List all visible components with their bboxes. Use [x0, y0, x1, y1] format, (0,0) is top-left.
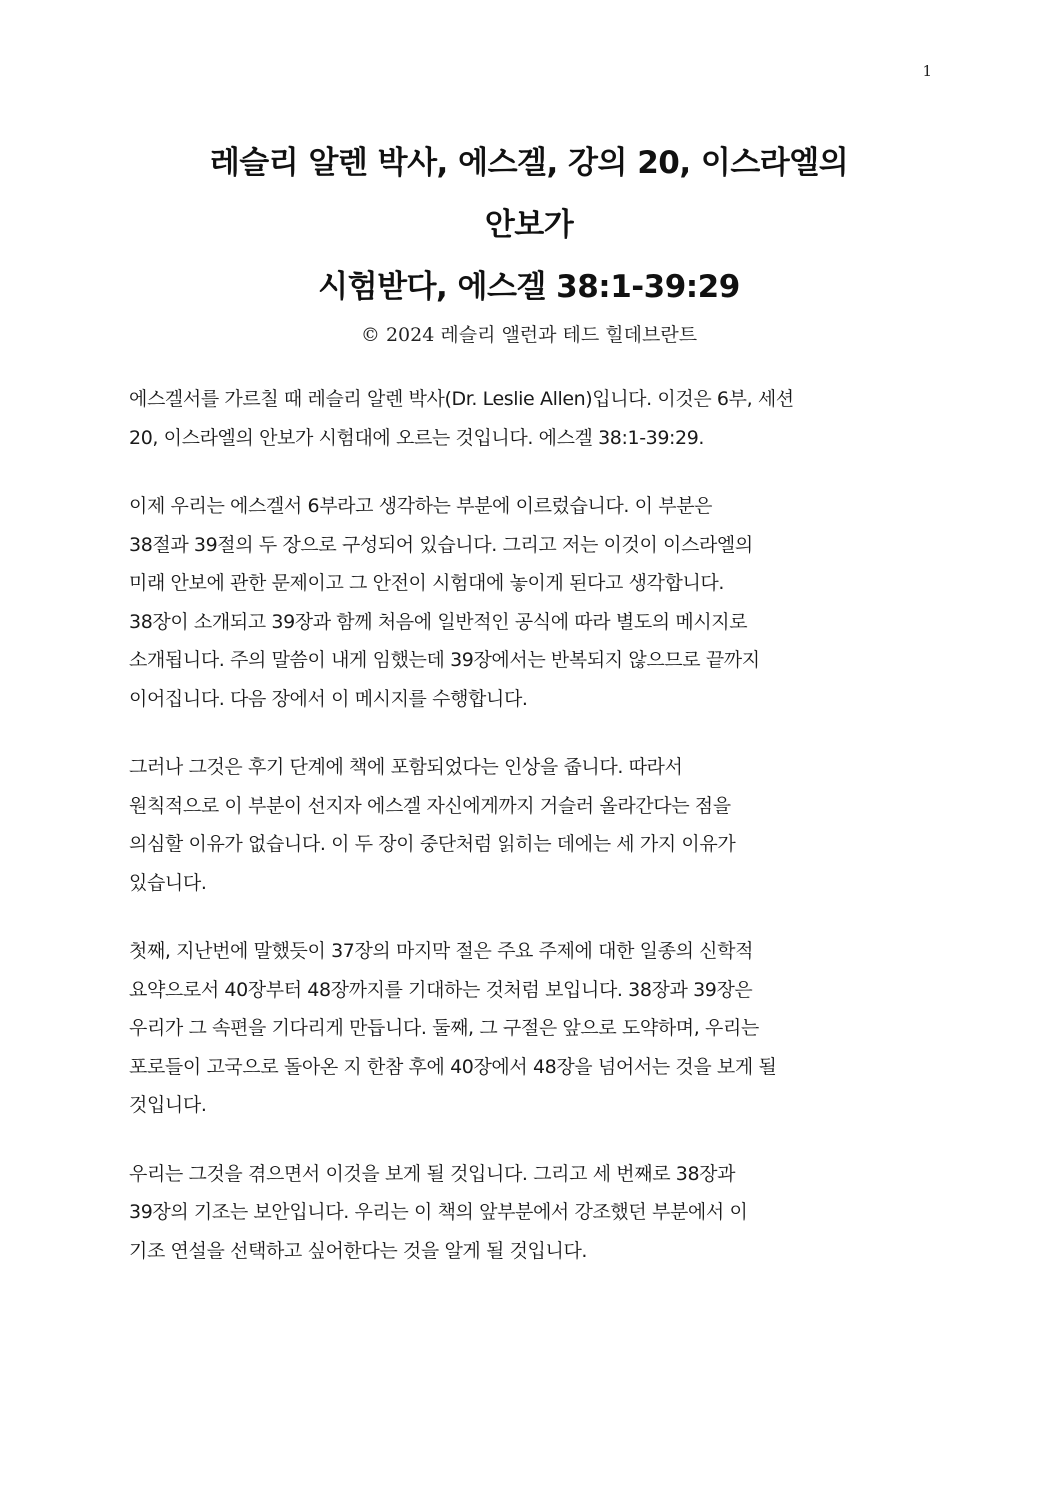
text-line: 38장이 소개되고 39장과 함께 처음에 일반적인 공식에 따라 별도의 메시지로: [129, 610, 748, 633]
text-line: 미래 안보에 관한 문제이고 그 안전이 시험대에 놓이게 된다고 생각합니다.: [129, 572, 725, 594]
text-line: 요약으로서 40장부터 48장까지를 기대하는 것처럼 보입니다. 38장과 39장은: [129, 978, 753, 1001]
page-title-line-3: 시험받다, 에스겔 38:1-39:29: [318, 269, 740, 305]
text-line: 이어집니다. 다음 장에서 이 메시지를 수행합니다.: [129, 687, 528, 710]
text-line: 기조 연설을 선택하고 싶어한다는 것을 알게 될 것입니다.: [129, 1239, 588, 1262]
paragraph: [129, 487, 929, 718]
copyright-notice: © 2024 레슬리 앨런과 테드 힐데브란트: [360, 324, 698, 346]
paragraph: [129, 932, 929, 1125]
page-title-line-2: 안보가: [484, 207, 574, 243]
text-line: 의심할 이유가 없습니다. 이 두 장이 중단처럼 읽히는 데에는 세 가지 이유가: [129, 833, 736, 855]
text-line: 것입니다.: [129, 1094, 207, 1116]
text-line: 20, 이스라엘의 안보가 시험대에 오르는 것입니다. 에스겔 38:1-39:29.: [129, 426, 705, 449]
page-title-line-1: 레슬리 알렌 박사, 에스겔, 강의 20, 이스라엘의: [209, 145, 849, 181]
text-line: 첫째, 지난번에 말했듯이 37장의 마지막 절은 주요 주제에 대한 일종의 신학적: [129, 940, 754, 962]
text-line: 그러나 그것은 후기 단계에 책에 포함되었다는 인상을 줍니다. 따라서: [129, 756, 683, 778]
text-line: 소개됩니다. 주의 말씀이 내게 임했는데 39장에서는 반복되지 않으므로 끝까지: [129, 649, 760, 671]
title-block: [100, 132, 958, 350]
text-line: 우리가 그 속편을 기다리게 만듭니다. 둘째, 그 구절은 앞으로 도약하며, 우리는: [129, 1017, 759, 1039]
text-line: 있습니다.: [129, 871, 207, 894]
text-line: 우리는 그것을 겪으면서 이것을 보게 될 것입니다. 그리고 세 번째로 38장과: [129, 1162, 736, 1185]
text-line: 원칙적으로 이 부분이 선지자 에스겔 자신에게까지 거슬러 올라간다는 점을: [129, 794, 731, 817]
text-line: 39장의 기조는 보안입니다. 우리는 이 책의 앞부분에서 강조했던 부분에서 이: [129, 1201, 748, 1223]
text-line: 포로들이 고국으로 돌아온 지 한참 후에 40장에서 48장을 넘어서는 것을 보게 될: [129, 1055, 777, 1078]
paragraph: [129, 748, 929, 902]
paragraph: [129, 380, 929, 457]
text-line: 38절과 39절의 두 장으로 구성되어 있습니다. 그리고 저는 이것이 이스라엘의: [129, 533, 753, 556]
page-number: 1: [922, 62, 932, 80]
text-line: 에스겔서를 가르칠 때 레슬리 알렌 박사(Dr. Leslie Allen)입니다. 이것은 6부, 세션: [129, 388, 794, 410]
text-line: 이제 우리는 에스겔서 6부라고 생각하는 부분에 이르렀습니다. 이 부분은: [129, 495, 713, 517]
document-body: [129, 380, 929, 1300]
paragraph: [129, 1155, 929, 1271]
